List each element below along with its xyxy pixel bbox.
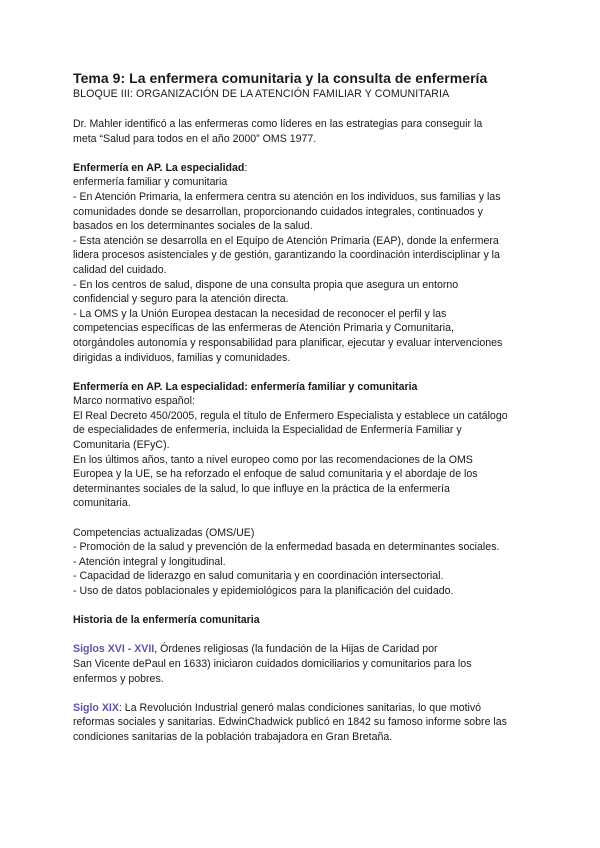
body-line: Marco normativo español: — [73, 395, 195, 408]
body-line: de especialidades de enfermería, incluida la Especialidad de Enfermería Familiar y — [73, 424, 462, 437]
competency-item: - Atención integral y longitudinal. — [73, 555, 226, 568]
section1-subheading: enfermería familiar y comunitaria — [73, 176, 228, 189]
body-line: condiciones sanitarias de la población trabajadora en Gran Bretaña. — [73, 730, 393, 743]
document-subtitle: BLOQUE III: ORGANIZACIÓN DE LA ATENCIÓN FAMILIAR Y COMUNITARIA — [73, 88, 450, 100]
intro-line: meta “Salud para todos en el año 2000” OMS 1977. — [73, 132, 317, 145]
history-text: : La Revolución Industrial generó malas condiciones sanitarias, lo que motivó — [118, 701, 482, 714]
body-line: otorgándoles autonomía y responsabilidad para planificar, ejecutar y evaluar intervenciones — [73, 336, 503, 349]
body-line: lidera procesos asistenciales y de gestión, garantizando la coordinación interdisciplinar y la — [73, 249, 500, 262]
body-line: - La OMS y la Unión Europea destacan la necesidad de reconocer el perfil y las — [73, 307, 447, 320]
section1-heading: Enfermería en AP. La especialidad — [73, 161, 245, 174]
body-line: El Real Decreto 450/2005, regula el título de Enfermero Especialista y establece un catálogo — [73, 409, 508, 422]
body-line: Comunitaria (EFyC). — [73, 439, 170, 452]
section-heading — [73, 161, 533, 176]
body-line: - Esta atención se desarrolla en el Equipo de Atención Primaria (EAP), donde la enfermera — [73, 234, 499, 247]
document-title: Tema 9: La enfermera comunitaria y la consulta de enfermería — [73, 70, 488, 86]
body-line: competencias específicas de las enfermeras de Atención Primaria y Comunitaria, — [73, 322, 454, 335]
body-line: confidencial y seguro para la atención directa. — [73, 293, 289, 306]
intro-line: Dr. Mahler identificó a las enfermeras como líderes en las estrategias para conseguir la — [73, 118, 483, 130]
century-label: XVII — [134, 643, 155, 656]
competencies-title: Competencias actualizadas (OMS/UE) — [73, 526, 255, 539]
body-line: dirigidas a individuos, familias y comunidades. — [73, 351, 291, 364]
competency-item: - Capacidad de liderazgo en salud comunitaria y en coordinación intersectorial. — [73, 570, 444, 583]
body-line: - En Atención Primaria, la enfermera centra su atención en los individuos, sus familias y las — [73, 190, 501, 203]
century-separator: - — [124, 643, 135, 656]
body-line: comunitaria. — [73, 497, 131, 510]
section1-heading-colon: : — [244, 161, 248, 174]
body-line: En los últimos años, tanto a nivel europeo como por las recomendaciones de la OMS — [73, 453, 473, 466]
body-line: determinantes sociales de la salud, lo que influye en la práctica de la enfermería — [73, 482, 450, 495]
century-label: Siglo XIX — [73, 701, 119, 714]
body-line: calidad del cuidado. — [73, 263, 167, 276]
competency-item: - Uso de datos poblacionales y epidemiológicos para la planificación del cuidado. — [73, 585, 454, 597]
history-heading: Historia de la enfermería comunitaria — [73, 614, 260, 627]
document-page — [73, 70, 533, 745]
body-line: enfermos y pobres. — [73, 672, 164, 685]
body-line: San Vicente dePaul en 1633) iniciaron cuidados domiciliarios y comunitarios para los — [73, 657, 472, 670]
body-line: reformas sociales y sanitarias. EdwinChadwick publicó en 1842 su famoso informe sobre las — [73, 716, 507, 729]
history-text: , Órdenes religiosas (la fundación de la Hijas de Caridad por — [154, 643, 438, 656]
history-paragraph-line — [73, 642, 533, 657]
body-line: comunidades donde se desarrollan, proporcionando cuidados integrales, continuados y — [73, 205, 483, 218]
competency-item: - Promoción de la salud y prevención de la enfermedad basada en determinantes sociales. — [73, 541, 500, 554]
body-line: - En los centros de salud, dispone de una consulta propia que asegura un entorno — [73, 278, 459, 291]
century-label: Siglos XVI — [73, 643, 125, 656]
section2-heading: Enfermería en AP. La especialidad: enfermería familiar y comunitaria — [73, 380, 418, 393]
body-line: basados en los determinantes sociales de la salud. — [73, 220, 313, 233]
history-paragraph-line — [73, 701, 533, 716]
body-line: Europea y la UE, se ha reforzado el enfoque de salud comunitaria y el abordaje de los — [73, 468, 478, 481]
